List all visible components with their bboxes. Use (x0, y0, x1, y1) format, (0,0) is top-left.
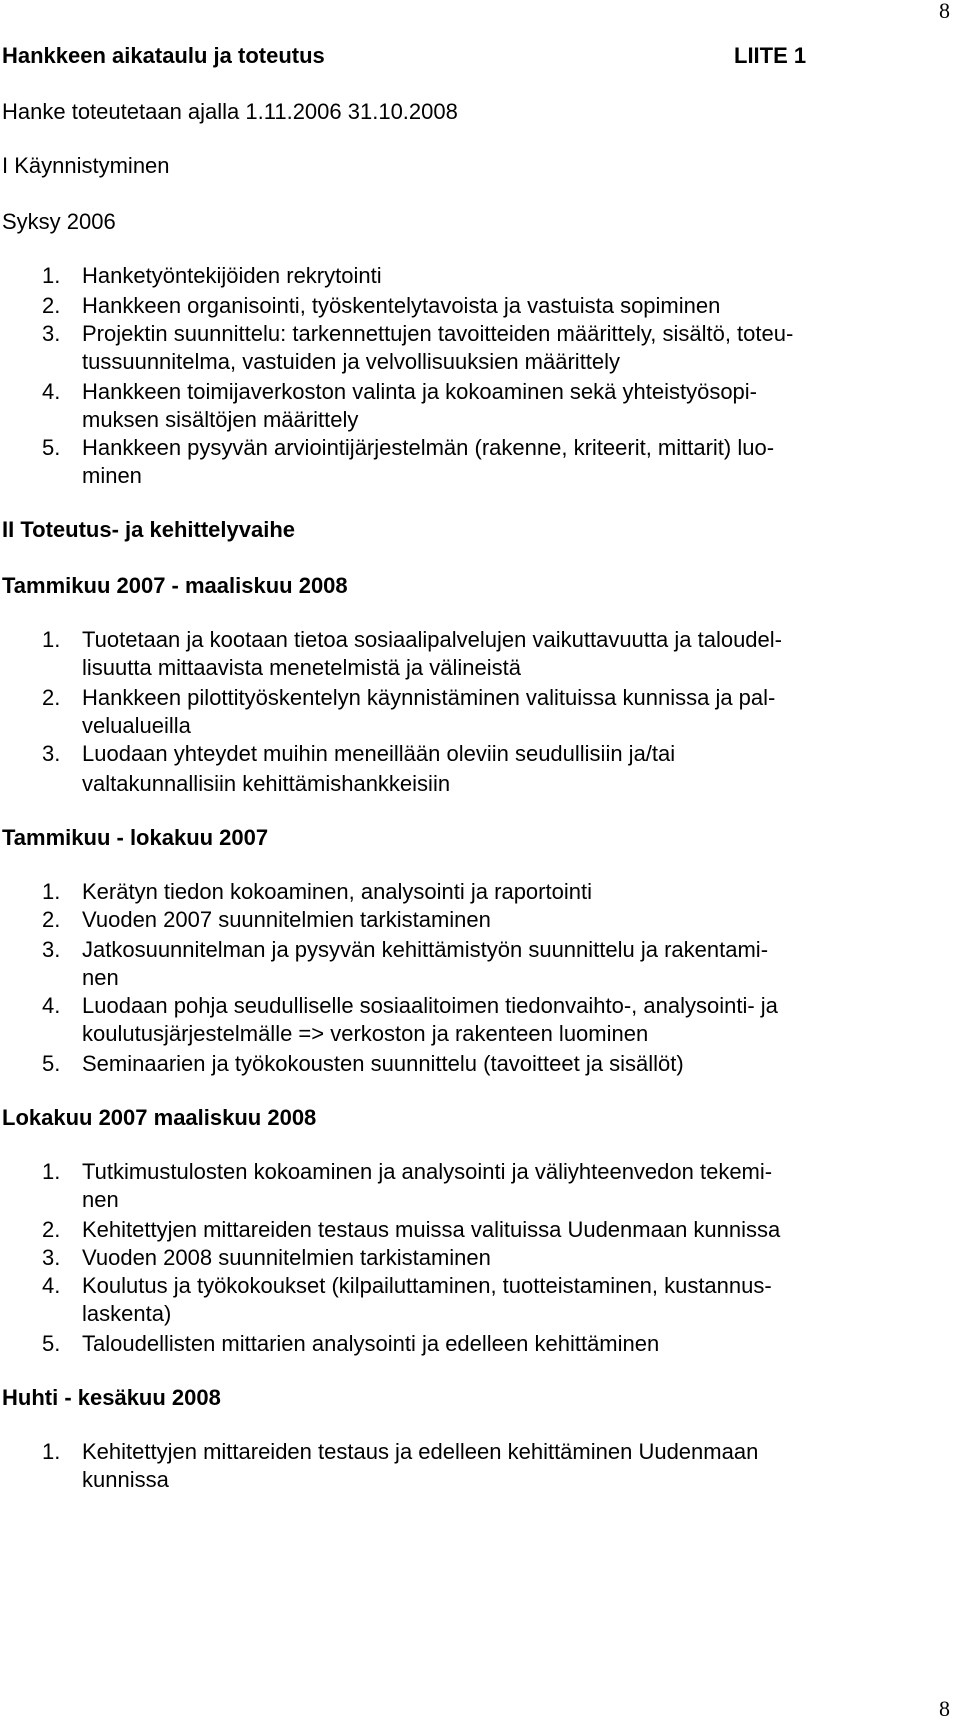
section-period: Tammikuu - lokakuu 2007 (2, 825, 269, 850)
page-number-bottom: 8 (939, 1696, 950, 1721)
phase2-heading: II Toteutus- ja kehittelyvaihe (2, 517, 295, 542)
list-item: Projektin suunnittelu: tarkennettujen tavoitteiden määrittely, sisältö, toteu- (82, 321, 794, 346)
list-item-continued: nen (82, 965, 119, 990)
list-item: Kerätyn tiedon kokoaminen, analysointi ja raportointi (82, 879, 592, 904)
section-period: Huhti - kesäkuu 2008 (2, 1385, 221, 1410)
list-item-continued: lisuutta mittaavista menetelmistä ja välineistä (82, 655, 521, 680)
list-item-continued: valtakunnallisiin kehittämishankkeisiin (82, 771, 451, 796)
phase1-heading: I Käynnistyminen (2, 153, 170, 178)
list-number: 3. (42, 321, 61, 346)
list-item-continued: muksen sisältöjen määrittely (82, 407, 359, 432)
list-item-continued: kunnissa (82, 1467, 169, 1492)
page-number-top: 8 (939, 0, 950, 23)
list-number: 5. (42, 1051, 61, 1076)
list-item-continued: minen (82, 463, 142, 488)
list-number: 5. (42, 435, 61, 460)
list-item: Tutkimustulosten kokoaminen ja analysointi ja väliyhteenvedon tekemi- (82, 1159, 773, 1184)
list-number: 3. (42, 1245, 61, 1270)
document-title: Hankkeen aikataulu ja toteutus (2, 43, 325, 68)
list-item: Kehitettyjen mittareiden testaus ja edelleen kehittäminen Uudenmaan (82, 1439, 759, 1464)
list-item: Vuoden 2007 suunnitelmien tarkistaminen (82, 907, 491, 932)
list-number: 3. (42, 937, 61, 962)
list-number: 5. (42, 1331, 61, 1356)
list-item: Hankkeen pysyvän arviointijärjestelmän (rakenne, kriteerit, mittarit) luo- (82, 435, 775, 460)
list-item: Taloudellisten mittarien analysointi ja edelleen kehittäminen (82, 1331, 660, 1356)
list-number: 3. (42, 741, 61, 766)
list-number: 1. (42, 1439, 61, 1464)
list-item-continued: laskenta) (82, 1301, 172, 1326)
list-number: 1. (42, 1159, 61, 1184)
list-item: Seminaarien ja työkokousten suunnittelu (tavoitteet ja sisällöt) (82, 1051, 684, 1076)
list-number: 2. (42, 1217, 61, 1242)
list-item-continued: velualueilla (82, 713, 191, 738)
list-number: 4. (42, 379, 61, 404)
list-number: 2. (42, 907, 61, 932)
list-item: Hankkeen toimijaverkoston valinta ja kokoaminen sekä yhteistyösopi- (82, 379, 758, 404)
list-item: Luodaan yhteydet muihin meneillään oleviin seudullisiin ja/tai (82, 741, 676, 766)
list-number: 1. (42, 263, 61, 288)
list-number: 2. (42, 685, 61, 710)
list-item: Kehitettyjen mittareiden testaus muissa valituissa Uudenmaan kunnissa (82, 1217, 781, 1242)
list-number: 4. (42, 1273, 61, 1298)
list-number: 1. (42, 627, 61, 652)
phase1-period: Syksy 2006 (2, 209, 116, 234)
list-number: 4. (42, 993, 61, 1018)
list-item: Tuotetaan ja kootaan tietoa sosiaalipalvelujen vaikuttavuutta ja taloudel- (82, 627, 782, 652)
section-period: Lokakuu 2007 maaliskuu 2008 (2, 1105, 317, 1130)
list-number: 2. (42, 293, 61, 318)
list-item: Vuoden 2008 suunnitelmien tarkistaminen (82, 1245, 491, 1270)
list-item: Luodaan pohja seudulliselle sosiaalitoimen tiedonvaihto-, analysointi- ja (82, 993, 778, 1018)
list-item: Hankkeen pilottityöskentelyn käynnistäminen valituissa kunnissa ja pal- (82, 685, 776, 710)
list-item-continued: tussuunnitelma, vastuiden ja velvollisuuksien määrittely (82, 349, 621, 374)
intro-text: Hanke toteutetaan ajalla 1.11.2006 31.10.2008 (2, 99, 458, 124)
section-period: Tammikuu 2007 - maaliskuu 2008 (2, 573, 348, 598)
list-item: Jatkosuunnitelman ja pysyvän kehittämistyön suunnittelu ja rakentami- (82, 937, 769, 962)
list-item-continued: nen (82, 1187, 119, 1212)
list-item-continued: koulutusjärjestelmälle => verkoston ja rakenteen luominen (82, 1021, 649, 1046)
appendix-label: LIITE 1 (734, 43, 807, 68)
list-item: Hankkeen organisointi, työskentelytavoista ja vastuista sopiminen (82, 293, 721, 318)
list-item: Hanketyöntekijöiden rekrytointi (82, 263, 382, 288)
list-number: 1. (42, 879, 61, 904)
list-item: Koulutus ja työkokoukset (kilpailuttaminen, tuotteistaminen, kustannus- (82, 1273, 772, 1298)
